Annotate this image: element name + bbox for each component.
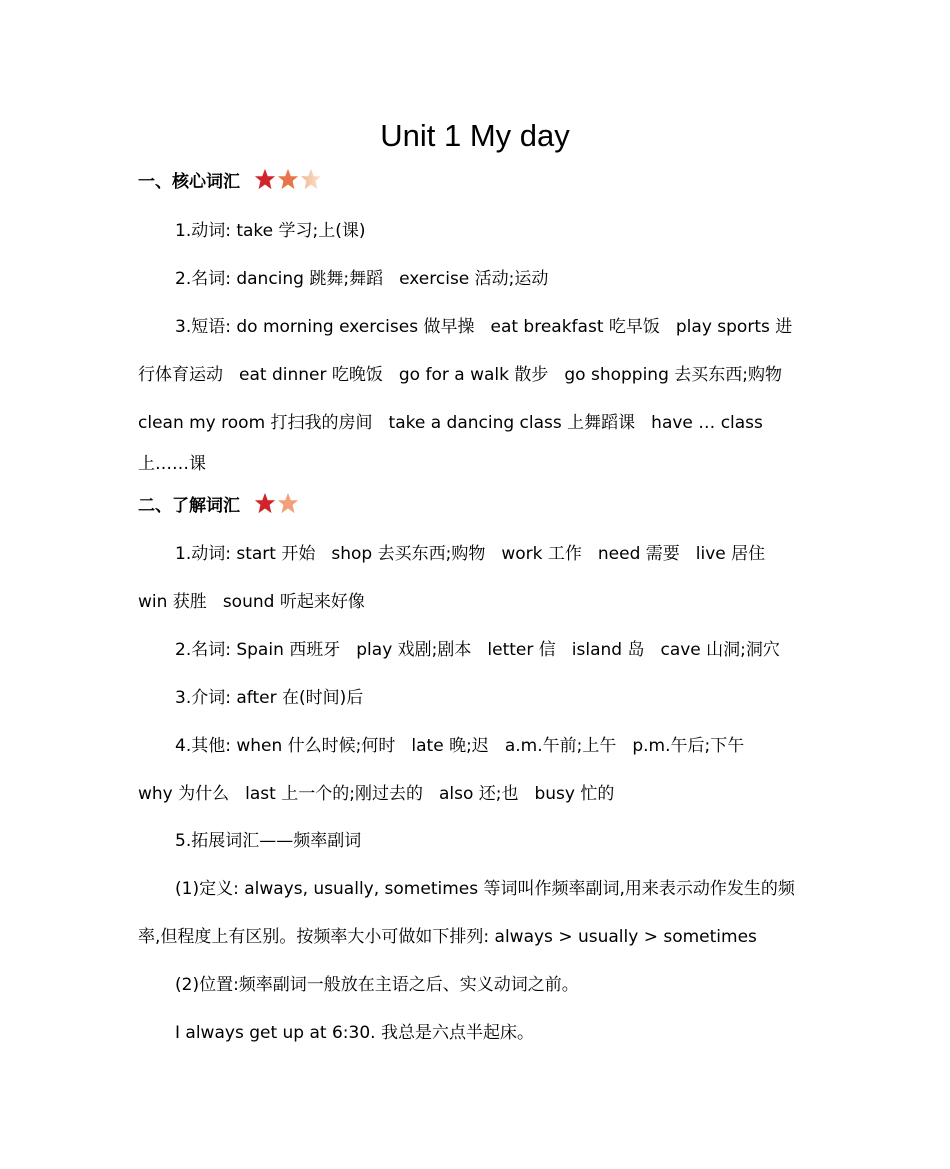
understand-others-line-1 (175, 732, 855, 760)
extended-vocabulary-heading: 5.拓展词汇——频率副词 (175, 831, 362, 851)
vocab-entry: island 岛 (571, 640, 645, 660)
vocab-entry: need 需要 (597, 544, 680, 564)
vocab-entry: live 居住 (695, 544, 766, 564)
core-verbs-line: 1.动词: take 学习;上(课) (175, 221, 366, 241)
vocab-entry: cave 山洞;洞穴 (660, 640, 780, 660)
vocab-entry: also 还;也 (438, 784, 519, 804)
star-icon (254, 168, 276, 190)
vocab-entry: busy 忙的 (534, 784, 615, 804)
star-icon (277, 492, 299, 514)
understand-nouns-line (175, 636, 855, 664)
vocab-entry: sound 听起来好像 (222, 592, 365, 612)
vocab-entry: eat dinner 吃晚饭 (239, 365, 383, 385)
section-heading-core-vocabulary (138, 168, 818, 199)
core-phrases-line-3 (138, 409, 818, 437)
vocab-entry: 2.名词: dancing 跳舞;舞蹈 (175, 269, 384, 289)
vocab-entry: eat breakfast 吃早饭 (490, 317, 660, 337)
vocab-entry: 4.其他: when 什么时候;何时 (175, 736, 396, 756)
understand-prepositions-line: 3.介词: after 在(时间)后 (175, 688, 364, 708)
star-icon (254, 492, 276, 514)
vocab-entry: shop 去买东西;购物 (331, 544, 486, 564)
vocab-entry: last 上一个的;刚过去的 (245, 784, 423, 804)
star-rating-understand (254, 492, 300, 523)
vocab-entry: letter 信 (487, 640, 556, 660)
vocab-entry: go for a walk 散步 (398, 365, 549, 385)
vocab-entry: exercise 活动;运动 (399, 269, 549, 289)
vocab-entry: go shopping 去买东西;购物 (564, 365, 783, 385)
section-heading-understand-vocabulary (138, 492, 818, 523)
page-title: Unit 1 My day (380, 118, 570, 153)
vocab-entry: p.m.午后;下午 (632, 736, 745, 756)
vocab-entry: why 为什么 (138, 784, 230, 804)
frequency-adverb-definition-line-2: 率,但程度上有区别。按频率大小可做如下排列: always > usually > sometimes (138, 927, 757, 947)
vocab-entry: work 工作 (501, 544, 582, 564)
understand-others-line-2 (138, 780, 818, 808)
heading-text: 一、核心词汇 (138, 172, 240, 192)
core-phrases-line-4: 上……课 (138, 454, 206, 474)
vocab-entry: 1.动词: start 开始 (175, 544, 316, 564)
vocab-entry: late 晚;迟 (411, 736, 489, 756)
vocab-entry: win 获胜 (138, 592, 207, 612)
star-rating-core (254, 168, 323, 199)
vocab-entry: clean my room 打扫我的房间 (138, 413, 373, 433)
core-nouns-line (175, 265, 855, 293)
understand-verbs-line-2 (138, 588, 818, 616)
vocab-entry: a.m.午前;上午 (504, 736, 617, 756)
vocab-entry: play 戏剧;剧本 (356, 640, 472, 660)
understand-verbs-line-1 (175, 540, 855, 568)
heading-text: 二、了解词汇 (138, 496, 240, 516)
vocab-entry: 2.名词: Spain 西班牙 (175, 640, 341, 660)
frequency-adverb-definition-line-1: (1)定义: always, usually, sometimes 等词叫作频率副词,用来表示动作发生的频 (175, 879, 795, 899)
half-star-icon (300, 168, 322, 190)
core-phrases-line-2 (138, 361, 818, 389)
vocab-entry: 3.短语: do morning exercises 做早操 (175, 317, 475, 337)
vocab-entry: 行体育运动 (138, 365, 223, 385)
frequency-adverb-position-line: (2)位置:频率副词一般放在主语之后、实义动词之前。 (175, 975, 579, 995)
vocab-entry: have … class (651, 413, 763, 433)
star-icon (277, 168, 299, 190)
core-phrases-line-1 (175, 313, 855, 341)
vocab-entry: take a dancing class 上舞蹈课 (388, 413, 636, 433)
vocab-entry: play sports 进 (675, 317, 793, 337)
example-sentence: I always get up at 6:30. 我总是六点半起床。 (175, 1023, 534, 1043)
